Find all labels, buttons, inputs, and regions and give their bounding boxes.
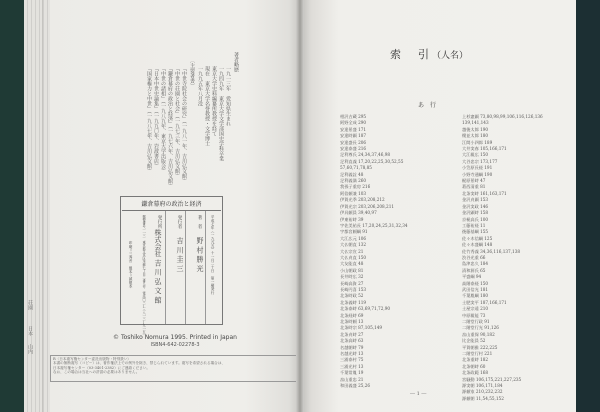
bio-line: 東京大学史料編纂所教授を経て: [211, 66, 217, 136]
index-entry: 江間小四郎 189: [462, 139, 493, 145]
cover-board-right: [576, 0, 600, 412]
index-entry: 57,60,71,78,85: [340, 165, 372, 171]
index-entry: 大谷忠宗 173,177: [462, 158, 498, 164]
index-entry: 越後太郎 190: [462, 126, 489, 132]
index-entry: 比企能員 52: [462, 338, 486, 344]
index-entry: 大江広元 106: [340, 235, 367, 241]
index-entry: 宮騒動 106,175,221,227,235: [462, 376, 522, 382]
index-entry: 伊東祐時 39: [340, 216, 364, 222]
index-entry: 島津忠久 184: [462, 261, 489, 267]
index-entry: 京極高氏 100: [462, 216, 489, 222]
index-entry: 北条朝時 60: [462, 363, 486, 369]
publisher-label: 発行者: [177, 215, 182, 229]
index-entry: 金沢貞顕 153: [462, 197, 489, 203]
index-entry: 伊具頼員 39,40,97: [340, 210, 377, 216]
index-entry: 北条高時 63: [340, 338, 364, 344]
index-entry: 源実朝 106,171,184: [462, 383, 503, 389]
index-entry: 二階堂行政 91: [462, 319, 490, 324]
index-entry: 北条時政 52: [340, 293, 364, 299]
cover-board-left: [0, 0, 24, 412]
work-item: 『日本中世史論集』（一九九〇年、岩波書店）: [153, 66, 159, 169]
index-entry: 平賀朝雅 222,225: [462, 344, 498, 350]
index-entry: 相沢吉蔵 295: [340, 114, 367, 119]
index-entry: 北条政範 168: [462, 370, 489, 376]
index-entry: 宇都宮頼綱 91: [340, 229, 368, 235]
index-entry: 伊賀光季 203,208,212: [340, 197, 385, 203]
author-name: 野 村 勝 光: [196, 237, 204, 272]
index-column-2: [462, 114, 574, 402]
group-heading: あ 行: [418, 102, 437, 109]
index-entry: 千葉常胤 19: [340, 370, 364, 376]
colophon-rule: [205, 211, 206, 324]
index-entry: 北条義時 119: [340, 299, 367, 305]
author-label: 著 者: [197, 215, 202, 229]
index-entry: 安達景盛 171: [340, 126, 367, 132]
index-entry: 小山朝政 81: [340, 267, 364, 273]
index-entry: 北条貞時 27: [340, 331, 364, 337]
index-entry: 三浦泰村 75: [340, 357, 364, 363]
colophon-date: 平成七年（一九九五）十一月二十日 第一刷発行: [211, 215, 215, 295]
book-gutter: [296, 0, 304, 412]
colophon-rule: [185, 211, 186, 324]
house-address: 郵便番号一一三 東京都文京区本郷七丁目二番八号 電話〇三―三八一三―九一五一: [141, 215, 146, 337]
index-entry: 畠山重保 90,182: [462, 331, 495, 337]
index-entry: 名越朝時 79: [340, 344, 364, 350]
index-entry: 上杉憲顕 73,80,98,99,106,116,126,136: [462, 114, 543, 119]
index-entry: 和田義盛 25,26: [340, 383, 371, 389]
index-entry: 工藤祐経 11: [462, 222, 486, 228]
index-entry: 二階堂行村 221: [462, 351, 493, 357]
house-label: 発行所: [157, 215, 162, 229]
work-item: 『中世の荘園と社会』（一九七三年、吉川弘文館）: [174, 66, 180, 179]
index-title: [390, 46, 468, 62]
spine-text: 山内: [27, 344, 33, 354]
index-entry: 我孫子重房 216: [340, 184, 371, 190]
index-entry: 長崎高資 27: [340, 280, 364, 286]
index-entry: 宇佐美祐長 17,20,24,25,31,32,34: [340, 222, 408, 228]
license-line: 本書の無断複写（コピー）は、著作権法上での例外を除き、禁じられています。複写を希望される場合は、: [53, 361, 225, 366]
index-entry: 源頼家 210,232,232: [462, 389, 503, 395]
index-entry: 清和源氏 65: [462, 267, 486, 273]
index-entry: 畠山重忠 21: [340, 376, 364, 382]
index-entry: 安達盛長 206: [340, 139, 367, 145]
work-item: 『鎌倉幕府の政治と経済』（一九七六年、吉川弘文館）: [167, 66, 173, 189]
index-entry: 足利義満 260: [340, 178, 367, 184]
colophon-rule: [165, 211, 166, 324]
spine-text: 日本: [27, 326, 33, 336]
copyright-line: © Toshiko Nomura 1995. Printed in Japan: [113, 334, 237, 341]
works-heading: 〔主要著書〕: [189, 58, 195, 88]
index-subtitle: （人名）: [432, 51, 469, 61]
index-entry: 三浦光村 13: [340, 363, 364, 369]
index-entry: 源頼朝 11,54,55,152: [462, 395, 504, 401]
colophon-box: [120, 196, 223, 337]
index-entry: 土肥実平 187,166,171: [462, 299, 507, 305]
index-entry: 佐竹秀義 34,36,116,137,138: [462, 248, 521, 254]
index-entry: 長崎円喜 153: [340, 286, 367, 292]
index-entry: 高階泰経 150: [462, 280, 489, 286]
index-entry: 北条重時 182: [462, 357, 489, 363]
work-item: 『中世寺院社会の研究』（一九八一年、吉川弘文館）: [181, 66, 187, 184]
index-entry: 北条経時 69: [340, 312, 364, 318]
index-entry: 佐々木盛綱 148: [462, 242, 493, 248]
index-entry: 小野寺通綱 190: [462, 171, 493, 177]
index-entry: 阿倍頼兼 103: [340, 190, 367, 196]
index-entry: 大江親広 150: [462, 152, 489, 158]
bio-line: 一九九五年八月没: [197, 66, 203, 106]
bio-line: 一九一三年 愛知県生まれ: [225, 66, 231, 126]
index-column-1: [340, 114, 458, 389]
index-entry: 小笠原長経 191: [462, 165, 493, 171]
index-entry: 平盛綱 94: [462, 274, 482, 280]
index-entry: 梶原景時 47: [462, 178, 486, 184]
index-entry: 土屋宗遠 210: [462, 306, 489, 312]
bio-line: 一九四九年 東京大学文学部国史学科卒業: [218, 66, 224, 161]
work-item: 『国家権力と中世』（一九八七年、吉川弘文館）: [146, 66, 152, 174]
index-entry: 139,141,143: [462, 120, 489, 126]
index-entry: 榎並太郎 180: [462, 133, 489, 139]
index-title-text: 索 引: [390, 48, 432, 61]
index-entry: 大仏貞直 150: [340, 254, 367, 260]
bio-heading: 著者略歴: [233, 52, 239, 72]
index-entry: 後藤基綱 155: [462, 229, 489, 235]
index-entry: 千葉胤綱 180: [462, 293, 489, 299]
colophon-title: 鎌倉幕府の政治と経済: [122, 199, 221, 211]
index-entry: 足利尊氏 24,34,37,46,98: [340, 152, 391, 158]
index-entry: 長井時広 32: [340, 274, 364, 280]
index-entry: 武田信光 181: [462, 286, 489, 292]
house-name: 株式会社 吉 川 弘 文 館: [154, 229, 162, 304]
index-entry: 足利直義 17,20,22,25,30,52,55: [340, 158, 404, 164]
index-entry: 北条実時 161,163,171: [462, 190, 507, 196]
work-item: 『中世の諸相』（一九八九年、東京大学出版会）: [160, 66, 166, 174]
index-entry: 大仏朝直 132: [340, 242, 367, 248]
index-entry: 足利義詮 48: [340, 171, 364, 177]
index-entry: 渋谷光重 66: [462, 254, 486, 260]
index-entry: 佐々木信綱 125: [462, 235, 493, 241]
index-entry: 安達泰盛 216: [340, 146, 367, 152]
page-number: ― 1 ―: [410, 391, 427, 397]
printer-binder: 印刷＝三秀舎 製本＝誠製本: [129, 241, 133, 288]
license-line: 日本複写権センター（03-3401-2382）にご連絡ください。: [53, 365, 151, 370]
isbn: ISBN4-642-02278-3: [150, 342, 200, 348]
index-entry: 葛西清重 81: [462, 184, 486, 190]
index-entry: 大仏宗宣 21: [340, 248, 364, 254]
publisher-name: 吉 川 圭 三: [176, 237, 184, 272]
index-entry: 中原親能 73: [462, 312, 486, 318]
license-line: なお、この場合は当社への許諾の必要はありません。: [53, 370, 140, 375]
bio-line: 現在 東京大学名誉教授・文学博士: [204, 66, 210, 146]
index-entry: 北条泰時 63,69,71,72,90: [340, 306, 391, 312]
index-entry: 安達時顕 187: [340, 133, 367, 139]
index-entry: 金沢顕時 158: [462, 210, 489, 216]
index-entry: 北条時頼 13: [340, 319, 364, 324]
spine-text: 荘園: [27, 300, 33, 310]
license-notice: [50, 355, 298, 382]
index-entry: 北条時宗 87,105,149: [340, 325, 383, 331]
index-entry: 二階堂行光 91,126: [462, 325, 499, 331]
index-entry: 金沢実政 146: [462, 203, 489, 209]
page-edge-line: [42, 0, 43, 412]
index-entry: 大井実春 105,166,171: [462, 146, 507, 152]
index-entry: 阿野全成 290: [340, 120, 367, 126]
index-entry: 伊賀光宗 203,206,208,211: [340, 203, 395, 209]
index-entry: 大友能直 48: [340, 261, 364, 267]
colophon-body: [121, 211, 222, 337]
license-line: R〈日本複写権センター委託出版物・特別扱い〉: [53, 357, 132, 361]
index-entry: 名越光時 13: [340, 351, 364, 357]
